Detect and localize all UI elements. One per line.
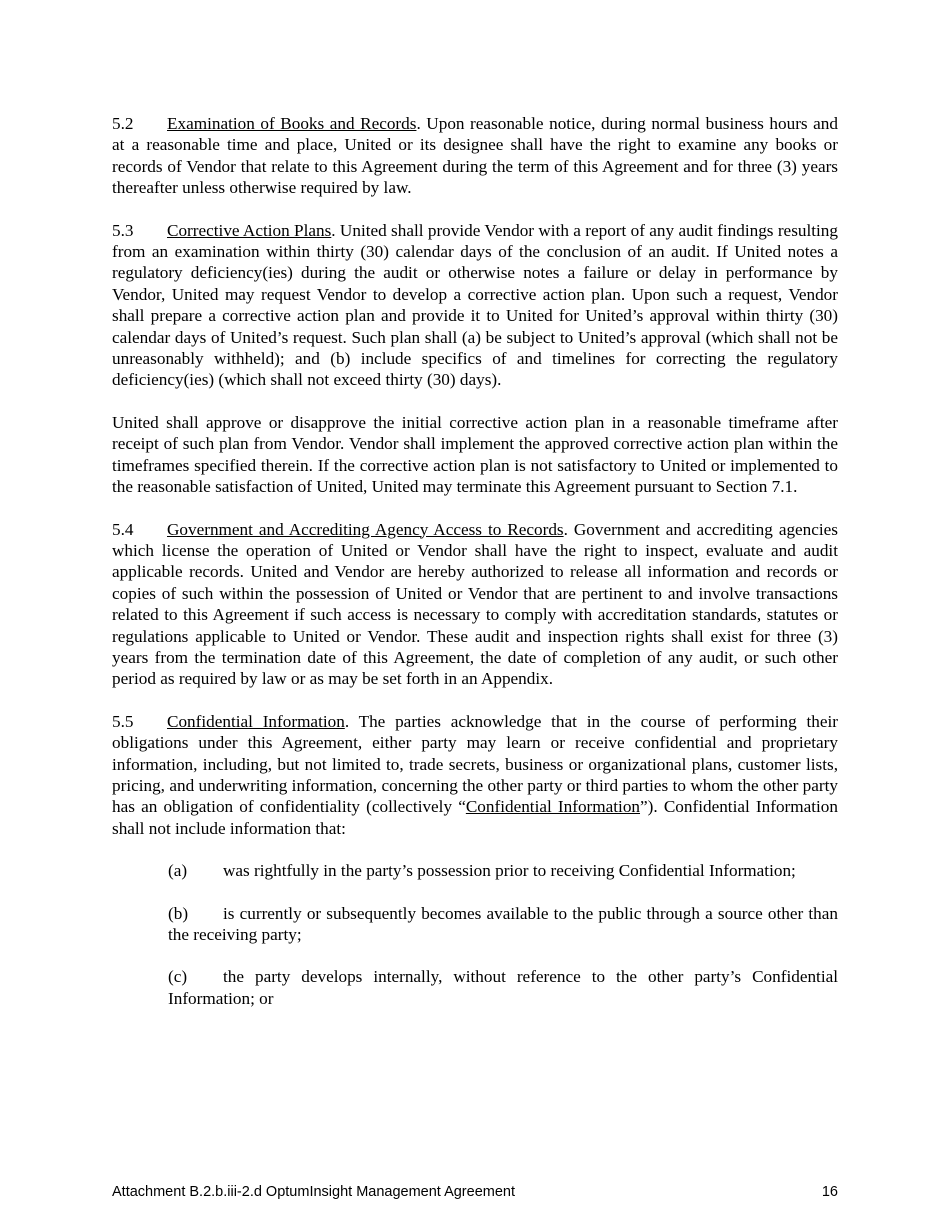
section-number: 5.3 — [112, 220, 134, 240]
footer-document-title: Attachment B.2.b.iii-2.d OptumInsight Management Agreement — [112, 1184, 515, 1200]
section-text: . Upon reasonable notice, during normal business hours and at a reasonable time and place, United or its designee shall have the right to examine any books or records of Vendor that relate to this Agreement during the term of this Agreement and for three (3) years thereafter unless otherwise required by law. — [112, 114, 838, 198]
section-text-end: ”). Confidential Information shall not include information that: — [112, 797, 838, 838]
list-item-a — [168, 860, 838, 881]
section-number: 5.2 — [112, 114, 134, 133]
section-heading: Examination of Books and Records — [167, 114, 417, 133]
defined-term: Confidential Information — [465, 797, 641, 817]
section-5-4 — [112, 519, 838, 690]
list-item-c — [168, 966, 838, 1009]
section-text: . United shall provide Vendor with a report of any audit findings resulting from an examination within thirty (30) calendar days of the conclusion of an audit. If United notes a regulatory deficiency(ies) during the audit or otherwise notes a failure or delay in performance by Vendor, United may request Vendor to develop a corrective action plan. Upon such a request, Vendor shall prepare a corrective action plan and provide it to United for United’s approval within thirty (30) calendar days of United’s request. Such plan shall (a) be subject to United’s approval (which shall not be unreasonably withheld); and (b) include specifics of and timelines for correcting the regulatory deficiency(ies) (which shall not exceed thirty (30) days). — [112, 220, 838, 390]
section-text: . Government and accrediting agencies which license the operation of United or Vendor shall have the right to inspect, evaluate and audit applicable records. United and Vendor are hereby authorized to release all information and records or copies of such within the possession of United or Vendor that are pertinent to and involve transactions related to this Agreement if such access is necessary to comply with accreditation standards, statutes or regulations applicable to United or Vendor. These audit and inspection rights shall exist for three (3) years from the termination date of this Agreement, the date of completion of any audit, or such other period as required by law or as may be set forth in an Appendix. — [112, 519, 838, 689]
section-5-3 — [112, 220, 838, 391]
section-number: 5.4 — [112, 519, 134, 539]
section-text: . The parties acknowledge that in the course of performing their obligations under this Agreement, either party may learn or receive confidential and proprietary information, including, but not limited to, trade secrets, business or organizational plans, customer lists, pricing, and underwriting information, concerning the other party or third parties to whom the other party has an obligation of confidentiality (collectively “ — [112, 711, 839, 817]
list-item-label: (c) — [168, 967, 188, 987]
section-heading: Corrective Action Plans — [167, 220, 332, 240]
section-heading: Confidential Information — [167, 711, 345, 731]
footer-page-number: 16 — [821, 1184, 838, 1200]
list-item-text: the party develops internally, without reference to the other party’s Confidential Information; or — [168, 967, 838, 1008]
document-body — [112, 113, 838, 1030]
list-item-label: (a) — [168, 861, 188, 881]
list-item-label: (b) — [168, 903, 189, 923]
section-number: 5.5 — [112, 711, 134, 731]
section-5-5 — [112, 711, 838, 839]
section-heading: Government and Accrediting Agency Access to Records — [167, 519, 564, 539]
section-5-2 — [112, 113, 838, 199]
list-item-b — [168, 903, 838, 946]
list-item-text: was rightfully in the party’s possession prior to receiving Confidential Information; — [223, 861, 796, 881]
list-item-text: is currently or subsequently becomes available to the public through a source other than the receiving party; — [168, 903, 838, 944]
section-5-3-paragraph-2: United shall approve or disapprove the initial corrective action plan in a reasonable timeframe after receipt of such plan from Vendor. Vendor shall implement the approved corrective action plan within the timeframes specified therein. If the corrective action plan is not satisfactory to United or implemented to the reasonable satisfaction of United, United may terminate this Agreement pursuant to Section 7.1. — [112, 412, 838, 497]
